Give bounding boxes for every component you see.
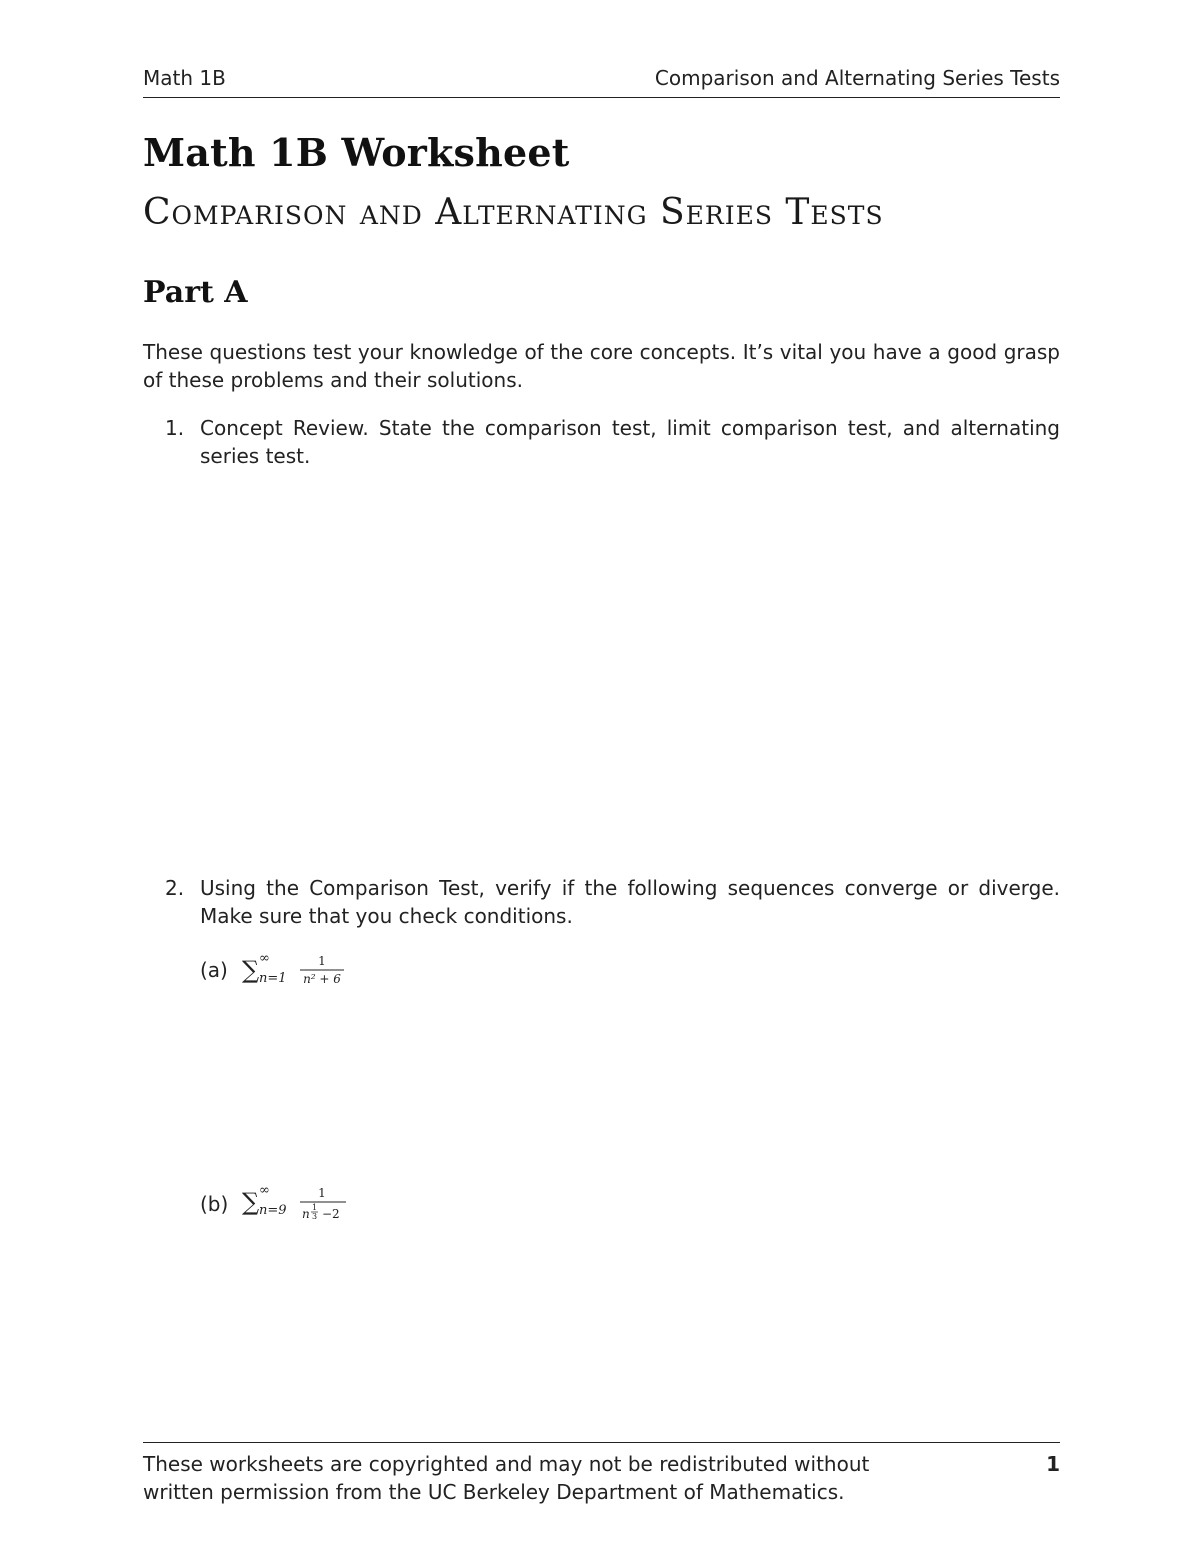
page-number: 1: [1046, 1452, 1060, 1476]
header-rule: [143, 97, 1060, 98]
sum-upper-limit: ∞: [259, 951, 270, 966]
exponent-denominator: 3: [312, 1212, 318, 1221]
part-label: (a): [200, 958, 228, 982]
question-text: Using the Comparison Test, verify if the following sequences converge or diverge. Make sure that you check conditions.: [200, 876, 1060, 928]
question-number: 2.: [165, 876, 185, 900]
question-2: [165, 874, 1060, 930]
fraction-numerator: 1: [318, 1186, 326, 1200]
footer-line-2: written permission from the UC Berkeley Department of Mathematics.: [143, 1480, 845, 1504]
running-header: [143, 66, 1060, 90]
denominator-tail: −2: [322, 1207, 340, 1221]
footer-line-1: These worksheets are copyrighted and may not be redistributed without: [143, 1452, 870, 1476]
question-1: [165, 414, 1060, 470]
sum-lower-limit: n=1: [259, 971, 287, 986]
question-number: 1.: [165, 416, 185, 440]
part-label: (b): [200, 1192, 229, 1216]
denominator-base: n: [302, 1207, 310, 1221]
copyright-footer: [143, 1450, 1060, 1506]
page-subtitle: Comparison and Alternating Series Tests: [143, 192, 884, 233]
section-intro: These questions test your knowledge of the core concepts. It’s vital you have a good grasp of these problems and their solutions.: [143, 340, 1060, 392]
question-text: Concept Review. State the comparison test, limit comparison test, and alternating series test.: [200, 416, 1060, 468]
series-formula-a: [242, 948, 362, 992]
series-formula-b: [242, 1180, 362, 1228]
question-2-part-a: [200, 948, 362, 992]
running-header-right: Comparison and Alternating Series Tests: [654, 66, 1060, 90]
running-header-left: Math 1B: [143, 66, 226, 90]
sigma-symbol: ∑: [242, 1188, 260, 1216]
sigma-symbol: ∑: [242, 956, 260, 984]
fraction-denominator: n² + 6: [303, 972, 341, 986]
sum-upper-limit: ∞: [259, 1183, 270, 1198]
sum-lower-limit: n=9: [259, 1203, 287, 1218]
question-2-part-b: [200, 1180, 362, 1228]
page-title: Math 1B Worksheet: [143, 130, 570, 175]
fraction-numerator: 1: [318, 954, 326, 968]
footer-rule: [143, 1442, 1060, 1443]
exponent-numerator: 1: [312, 1203, 318, 1212]
section-heading: Part A: [143, 275, 248, 310]
